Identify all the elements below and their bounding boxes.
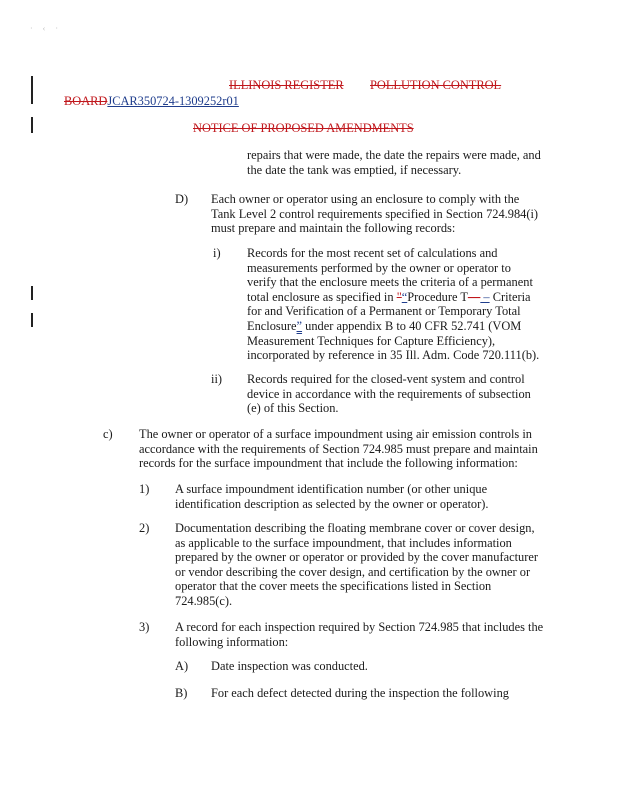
item-label-3: 3) (139, 620, 150, 634)
change-bar (31, 313, 33, 327)
item-label-ii: ii) (211, 372, 223, 386)
item-c-text: The owner or operator of a surface impoundment using air emission controls in accordance with the requirements of Section 724.985 must prepare and maintain records for the surface impoundment that include the following information: (139, 427, 538, 471)
item-A-text: Date inspection was conducted. (211, 659, 368, 673)
item-label-i: i) (213, 246, 221, 260)
item-3-text: A record for each inspection required by Section 724.985 that includes the following information: (175, 620, 544, 649)
change-bar (31, 117, 33, 133)
item-B-text: For each defect detected during the inspection the following (211, 686, 509, 700)
jcar-line (64, 94, 239, 109)
item-1-text: A surface impoundment identification number (or other unique identification description as selected by the owner or operator). (175, 482, 489, 511)
notice-heading-struck: NOTICE OF PROPOSED AMENDMENTS (193, 121, 414, 135)
item-label-A: A) (175, 659, 189, 673)
item-ii-text: Records required for the closed-vent system and control device in accordance with the requirements of subsection (e) of this Section. (247, 372, 531, 416)
item-D-text: Each owner or operator using an enclosure to comply with the Tank Level 2 control requirements specified in Section 724.984(i) must prepare and maintain the following records: (211, 192, 539, 236)
item-2-text: Documentation describing the floating membrane cover or cover design, as applicable to the surface impoundment, that includes information prepared by the owner or operator or provided by the cover manufacturer or vendor describing the cover design, and certification by the owner or operator that the cover meets the specifications listed in Section 724.985(c). (175, 521, 538, 608)
dash-struck: — (467, 289, 481, 304)
board-name-struck-continued: BOARD (64, 94, 108, 108)
item-label-c: c) (103, 427, 113, 441)
item-label-2: 2) (139, 521, 150, 535)
board-name-struck: POLLUTION CONTROL (370, 78, 502, 92)
quote-close-inserted: ” (296, 318, 303, 333)
quote-inserted: “ (401, 289, 408, 304)
item-label-B: B) (175, 686, 188, 700)
dash-inserted: – (480, 289, 490, 304)
jcar-id-inserted: JCAR350724-1309252r01 (107, 94, 239, 108)
item-label-1: 1) (139, 482, 150, 496)
change-bar (31, 286, 33, 300)
running-header (229, 78, 344, 93)
change-bar (31, 76, 33, 104)
register-title-struck: ILLINOIS REGISTER (229, 78, 344, 92)
item-i-text (247, 246, 542, 363)
scan-artifact-marks: · ‹ · (30, 24, 62, 33)
item-i-text-part1: Records for the most recent set of calculations and measurements performed by the owner or operator to verify that the enclosure meets the criteria of a permanent total enclosure as specified in (247, 246, 533, 304)
board-name-header (370, 78, 501, 93)
item-i-text-part2: Procedure T (407, 289, 468, 304)
item-label-D: D) (175, 192, 189, 206)
item-i-text-part3: Criteria for and Verification of a Permanent or Temporary Total Enclosure (247, 289, 531, 333)
continuation-paragraph: repairs that were made, the date the repairs were made, and the date the tank was emptied, if necessary. (247, 148, 541, 177)
item-i-text-part4: under appendix B to 40 CFR 52.741 (VOM Measurement Techniques for Capture Efficiency), incorporated by reference in 35 Ill. Adm. Code 720.111(b). (247, 318, 540, 363)
notice-heading (193, 121, 414, 136)
quote-struck: " (396, 289, 402, 304)
